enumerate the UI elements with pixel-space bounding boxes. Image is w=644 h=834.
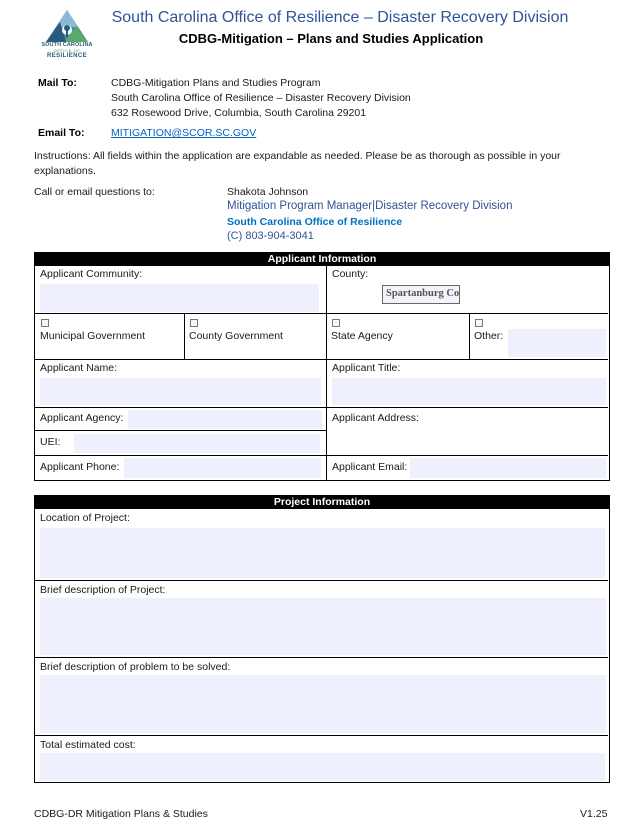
uei-cell bbox=[35, 430, 326, 455]
project-information-heading: Project Information bbox=[35, 496, 609, 509]
applicant-email-input[interactable] bbox=[410, 458, 606, 478]
applicant-information-heading: Applicant Information bbox=[35, 253, 609, 266]
entity-other-cell bbox=[469, 313, 608, 359]
logo-text-resilience: RESILIENCE bbox=[46, 53, 87, 59]
applicant-name-cell bbox=[35, 359, 326, 407]
contact-name: Shakota Johnson bbox=[227, 186, 309, 198]
municipal-government-label: Municipal Government bbox=[40, 330, 146, 342]
applicant-agency-input[interactable] bbox=[128, 410, 322, 429]
community-label: Applicant Community: bbox=[40, 268, 143, 280]
contact-org: South Carolina Office of Resilience bbox=[227, 216, 403, 228]
logo-text-office: OFFICE OF bbox=[53, 48, 81, 53]
instructions: Instructions: All fields within the application are expandable as needed. Please be as thorough as possible in your explanations. bbox=[34, 150, 561, 177]
total-cost-cell bbox=[35, 735, 608, 781]
county-select[interactable]: Spartanburg Co bbox=[382, 285, 460, 304]
problem-description-cell bbox=[35, 657, 608, 735]
contact-title: Mitigation Program Manager|Disaster Recovery Division bbox=[227, 200, 513, 212]
total-cost-input[interactable] bbox=[40, 753, 605, 781]
location-cell bbox=[35, 509, 608, 580]
mail-to-line: 632 Rosewood Drive, Columbia, South Carolina 29201 bbox=[111, 107, 367, 119]
location-input[interactable] bbox=[40, 528, 605, 578]
project-description-input[interactable] bbox=[40, 598, 606, 655]
applicant-title-label: Applicant Title: bbox=[332, 362, 401, 374]
contact-label: Call or email questions to: bbox=[34, 186, 155, 198]
uei-input[interactable] bbox=[74, 434, 320, 453]
state-agency-label: State Agency bbox=[331, 330, 393, 342]
other-input[interactable] bbox=[508, 329, 606, 357]
problem-description-label: Brief description of problem to be solved: bbox=[40, 661, 231, 673]
county-government-label: County Government bbox=[189, 330, 283, 342]
other-label: Other: bbox=[474, 330, 504, 342]
applicant-email-label: Applicant Email: bbox=[332, 461, 408, 473]
applicant-information-table bbox=[34, 252, 610, 481]
applicant-phone-input[interactable] bbox=[124, 458, 321, 478]
county-government-checkbox[interactable] bbox=[190, 319, 198, 327]
entity-municipal-cell bbox=[35, 313, 184, 359]
uei-label: UEI: bbox=[40, 436, 61, 448]
applicant-agency-label: Applicant Agency: bbox=[40, 412, 124, 424]
mail-to-line: CDBG-Mitigation Plans and Studies Program bbox=[111, 77, 321, 89]
applicant-name-input[interactable] bbox=[40, 378, 321, 405]
state-agency-checkbox[interactable] bbox=[332, 319, 340, 327]
county-cell bbox=[326, 266, 608, 313]
email-link[interactable]: MITIGATION@SCOR.SC.GOV bbox=[111, 127, 257, 139]
project-description-cell bbox=[35, 580, 608, 657]
mail-to-line: South Carolina Office of Resilience – Disaster Recovery Division bbox=[111, 92, 411, 104]
document-subtitle: CDBG-Mitigation – Plans and Studies Application bbox=[178, 31, 484, 46]
mail-to-address bbox=[111, 76, 411, 121]
problem-description-input[interactable] bbox=[40, 675, 606, 733]
applicant-title-cell bbox=[326, 359, 608, 407]
logo-text-state: SOUTH CAROLINA bbox=[41, 42, 93, 48]
applicant-address-label: Applicant Address: bbox=[332, 412, 419, 424]
applicant-title-input[interactable] bbox=[332, 378, 606, 405]
mail-to-label: Mail To: bbox=[38, 77, 77, 89]
entity-county-cell bbox=[184, 313, 326, 359]
municipal-government-checkbox[interactable] bbox=[41, 319, 49, 327]
applicant-name-label: Applicant Name: bbox=[40, 362, 118, 374]
applicant-phone-cell bbox=[35, 455, 326, 480]
applicant-address-cell bbox=[326, 407, 608, 455]
project-information-table bbox=[34, 495, 610, 783]
applicant-agency-cell bbox=[35, 407, 326, 430]
location-label: Location of Project: bbox=[40, 512, 130, 524]
footer-document-name: CDBG-DR Mitigation Plans & Studies bbox=[34, 808, 208, 820]
project-description-label: Brief description of Project: bbox=[40, 584, 166, 596]
community-input[interactable] bbox=[40, 284, 319, 312]
applicant-phone-label: Applicant Phone: bbox=[40, 461, 120, 473]
entity-state-cell bbox=[326, 313, 469, 359]
email-to-label: Email To: bbox=[38, 127, 85, 139]
applicant-email-cell bbox=[326, 455, 608, 480]
document-title: South Carolina Office of Resilience – Disaster Recovery Division bbox=[111, 9, 569, 26]
county-label: County: bbox=[332, 268, 369, 280]
other-checkbox[interactable] bbox=[475, 319, 483, 327]
contact-phone: (C) 803-904-3041 bbox=[227, 230, 314, 242]
footer-version: V1.25 bbox=[580, 808, 608, 820]
total-cost-label: Total estimated cost: bbox=[40, 739, 136, 751]
community-cell bbox=[35, 266, 326, 313]
